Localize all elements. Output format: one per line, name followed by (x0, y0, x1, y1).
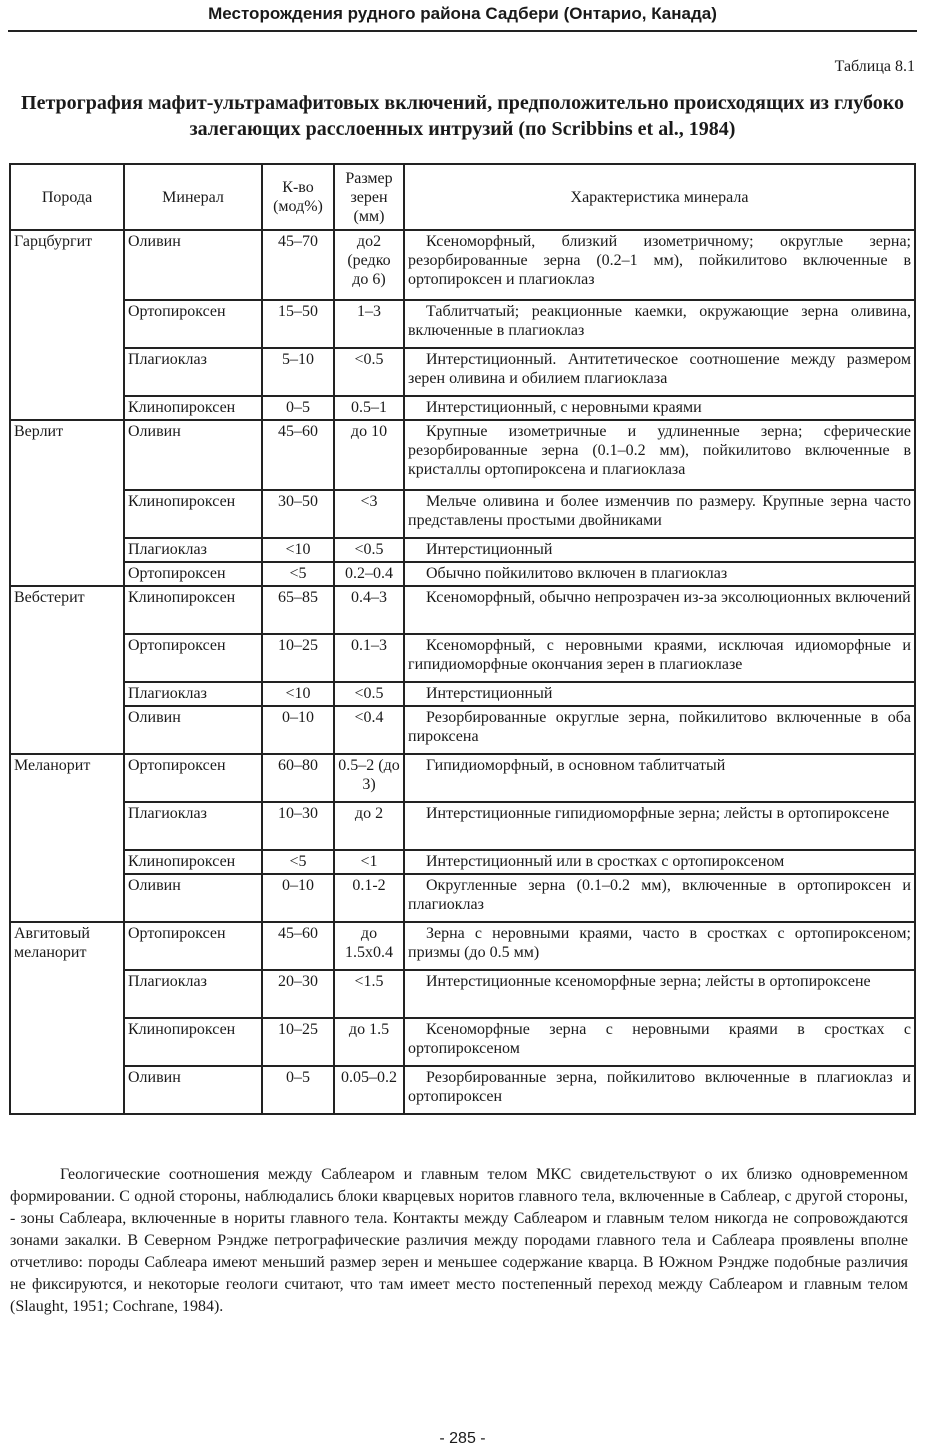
grain-size: 0.5–2 (до 3) (334, 754, 404, 802)
mineral-characteristic: Интерстиционные гипидиоморфные зерна; лейсты в ортопироксене (404, 802, 915, 850)
grain-size: 0.5–1 (334, 396, 404, 420)
rock-name: Вебстерит (10, 586, 124, 754)
mineral-name: Оливин (124, 874, 262, 922)
mineral-name: Ортопироксен (124, 754, 262, 802)
column-header-grain-size: Размер зерен (мм) (334, 164, 404, 230)
mineral-amount: 45–60 (262, 420, 334, 490)
column-header-mineral: Минерал (124, 164, 262, 230)
rock-name: Меланорит (10, 754, 124, 922)
table-number: Таблица 8.1 (834, 58, 915, 75)
mineral-name: Плагиоклаз (124, 802, 262, 850)
table-row (10, 562, 915, 586)
grain-size: 0.1–3 (334, 634, 404, 682)
mineral-characteristic: Ксеноморфный, близкий изометричному; округлые зерна; резорбированные зерна (0.2–1 мм), пойкилитово включенные в ортопироксен и плагиоклаз (404, 230, 915, 300)
table-row (10, 634, 915, 682)
mineral-amount: 0–5 (262, 1066, 334, 1114)
grain-size: <1 (334, 850, 404, 874)
table-row (10, 1066, 915, 1114)
table-row (10, 348, 915, 396)
table-row (10, 300, 915, 348)
grain-size: до 1.5x0.4 (334, 922, 404, 970)
mineral-characteristic: Гипидиоморфный, в основном таблитчатый (404, 754, 915, 802)
table-title: Петрография мафит-ультрамафитовых включений, предположительно происходящих из глубоко залегающих расслоенных интрузий (по Scribbins et al., 1984) (21, 92, 904, 140)
body-paragraph: Геологические соотношения между Саблеаром и главным телом МКС свидетельствуют о их близко одновременном формировании. С одной стороны, наблюдались блоки кварцевых норитов главного тела, включенные в Саблеар, с другой стороны, - зоны Саблеара, включенные в нориты главного тела. Контакты между Саблеаром и главным телом никогда не сопровождаются зонами закалки. В Северном Рэндже петрографические различия между породами главного тела и Саблеара проявлены вполне отчетливо: породы Саблеара имеют меньший размер зерен и меньшее содержание кварца. В Южном Рэндже подобные различия не фиксируются, и некоторые геологи считают, что там имеет место постепенный переход между Саблеаром и главным телом (Slaught, 1951; Cochrane, 1984). (10, 1166, 908, 1315)
mineral-name: Ортопироксен (124, 922, 262, 970)
grain-size: 0.4–3 (334, 586, 404, 634)
mineral-name: Клинопироксен (124, 1018, 262, 1066)
mineral-name: Плагиоклаз (124, 538, 262, 562)
mineral-name: Плагиоклаз (124, 970, 262, 1018)
mineral-characteristic: Ксеноморфный, с неровными краями, исключая идиоморфные и гипидиоморфные окончания зерен в плагиоклазе (404, 634, 915, 682)
mineral-amount: 0–10 (262, 874, 334, 922)
table-row (10, 802, 915, 850)
mineral-amount: 30–50 (262, 490, 334, 538)
mineral-amount: 10–30 (262, 802, 334, 850)
mineral-amount: 45–70 (262, 230, 334, 300)
grain-size: до2 (редко до 6) (334, 230, 404, 300)
table-row (10, 1018, 915, 1066)
table-row (10, 850, 915, 874)
grain-size: 0.1-2 (334, 874, 404, 922)
mineral-amount: 15–50 (262, 300, 334, 348)
mineral-characteristic: Округленные зерна (0.1–0.2 мм), включенные в ортопироксен и плагиоклаз (404, 874, 915, 922)
mineral-name: Ортопироксен (124, 300, 262, 348)
mineral-amount: 5–10 (262, 348, 334, 396)
mineral-characteristic: Интерстиционный (404, 682, 915, 706)
mineral-amount: 65–85 (262, 586, 334, 634)
grain-size: 0.05–0.2 (334, 1066, 404, 1114)
rock-name: Верлит (10, 420, 124, 586)
mineral-name: Клинопироксен (124, 490, 262, 538)
mineral-name: Плагиоклаз (124, 682, 262, 706)
petrography-table (9, 163, 916, 1115)
rock-name: Гарцбургит (10, 230, 124, 420)
grain-size: <0.5 (334, 538, 404, 562)
mineral-characteristic: Зерна с неровными краями, часто в сростках с ортопироксеном; призмы (до 0.5 мм) (404, 922, 915, 970)
grain-size: <0.5 (334, 682, 404, 706)
page-number: - 285 - (439, 1430, 486, 1447)
mineral-amount: <10 (262, 538, 334, 562)
table-row (10, 922, 915, 970)
table-row (10, 420, 915, 490)
mineral-characteristic: Обычно пойкилитово включен в плагиоклаз (404, 562, 915, 586)
mineral-amount: <10 (262, 682, 334, 706)
grain-size: 0.2–0.4 (334, 562, 404, 586)
mineral-characteristic: Ксеноморфные зерна с неровными краями в сростках с ортопироксеном (404, 1018, 915, 1066)
mineral-amount: 60–80 (262, 754, 334, 802)
table-row (10, 682, 915, 706)
mineral-amount: 0–10 (262, 706, 334, 754)
table-header-row (10, 164, 915, 230)
mineral-name: Клинопироксен (124, 850, 262, 874)
grain-size: 1–3 (334, 300, 404, 348)
mineral-characteristic: Резорбированные округлые зерна, пойкилитово включенные в оба пироксена (404, 706, 915, 754)
mineral-name: Клинопироксен (124, 396, 262, 420)
mineral-name: Ортопироксен (124, 634, 262, 682)
mineral-amount: 20–30 (262, 970, 334, 1018)
table-row (10, 874, 915, 922)
mineral-name: Плагиоклаз (124, 348, 262, 396)
mineral-name: Оливин (124, 706, 262, 754)
column-header-amount: К-во (мод%) (262, 164, 334, 230)
mineral-characteristic: Интерстиционный, с неровными краями (404, 396, 915, 420)
table-row (10, 396, 915, 420)
mineral-characteristic: Таблитчатый; реакционные каемки, окружающие зерна оливина, включенные в плагиоклаз (404, 300, 915, 348)
column-header-characteristic: Характеристика минерала (404, 164, 915, 230)
mineral-characteristic: Интерстиционные ксеноморфные зерна; лейсты в ортопироксене (404, 970, 915, 1018)
mineral-amount: 10–25 (262, 1018, 334, 1066)
mineral-characteristic: Интерстиционный или в сростках с ортопироксеном (404, 850, 915, 874)
mineral-characteristic: Резорбированные зерна, пойкилитово включенные в плагиоклаз и ортопироксен (404, 1066, 915, 1114)
table-row (10, 706, 915, 754)
grain-size: <0.4 (334, 706, 404, 754)
mineral-characteristic: Интерстиционный (404, 538, 915, 562)
grain-size: <0.5 (334, 348, 404, 396)
mineral-amount: 0–5 (262, 396, 334, 420)
mineral-characteristic: Мельче оливина и более изменчив по размеру. Крупные зерна часто представлены простыми двойниками (404, 490, 915, 538)
table-row (10, 230, 915, 300)
rock-name: Авгитовый меланорит (10, 922, 124, 1114)
grain-size: до 10 (334, 420, 404, 490)
running-header: Месторождения рудного района Садбери (Онтарио, Канада) (8, 0, 917, 32)
grain-size: <1.5 (334, 970, 404, 1018)
table-row (10, 490, 915, 538)
mineral-amount: <5 (262, 562, 334, 586)
mineral-name: Оливин (124, 1066, 262, 1114)
mineral-amount: <5 (262, 850, 334, 874)
mineral-name: Ортопироксен (124, 562, 262, 586)
mineral-name: Оливин (124, 420, 262, 490)
grain-size: <3 (334, 490, 404, 538)
grain-size: до 1.5 (334, 1018, 404, 1066)
mineral-name: Клинопироксен (124, 586, 262, 634)
mineral-characteristic: Интерстиционный. Антитетическое соотношение между размером зерен оливина и обилием плагиоклаза (404, 348, 915, 396)
table-row (10, 586, 915, 634)
mineral-characteristic: Крупные изометричные и удлиненные зерна; сферические резорбированные зерна (0.1–0.2 мм), пойкилитово включенные в кристаллы ортопироксена и плагиоклаза (404, 420, 915, 490)
mineral-name: Оливин (124, 230, 262, 300)
column-header-rock: Порода (10, 164, 124, 230)
table-body (10, 230, 915, 1114)
table-row (10, 970, 915, 1018)
mineral-characteristic: Ксеноморфный, обычно непрозрачен из-за эксолюционных включений (404, 586, 915, 634)
table-row (10, 754, 915, 802)
mineral-amount: 45–60 (262, 922, 334, 970)
table-row (10, 538, 915, 562)
mineral-amount: 10–25 (262, 634, 334, 682)
grain-size: до 2 (334, 802, 404, 850)
